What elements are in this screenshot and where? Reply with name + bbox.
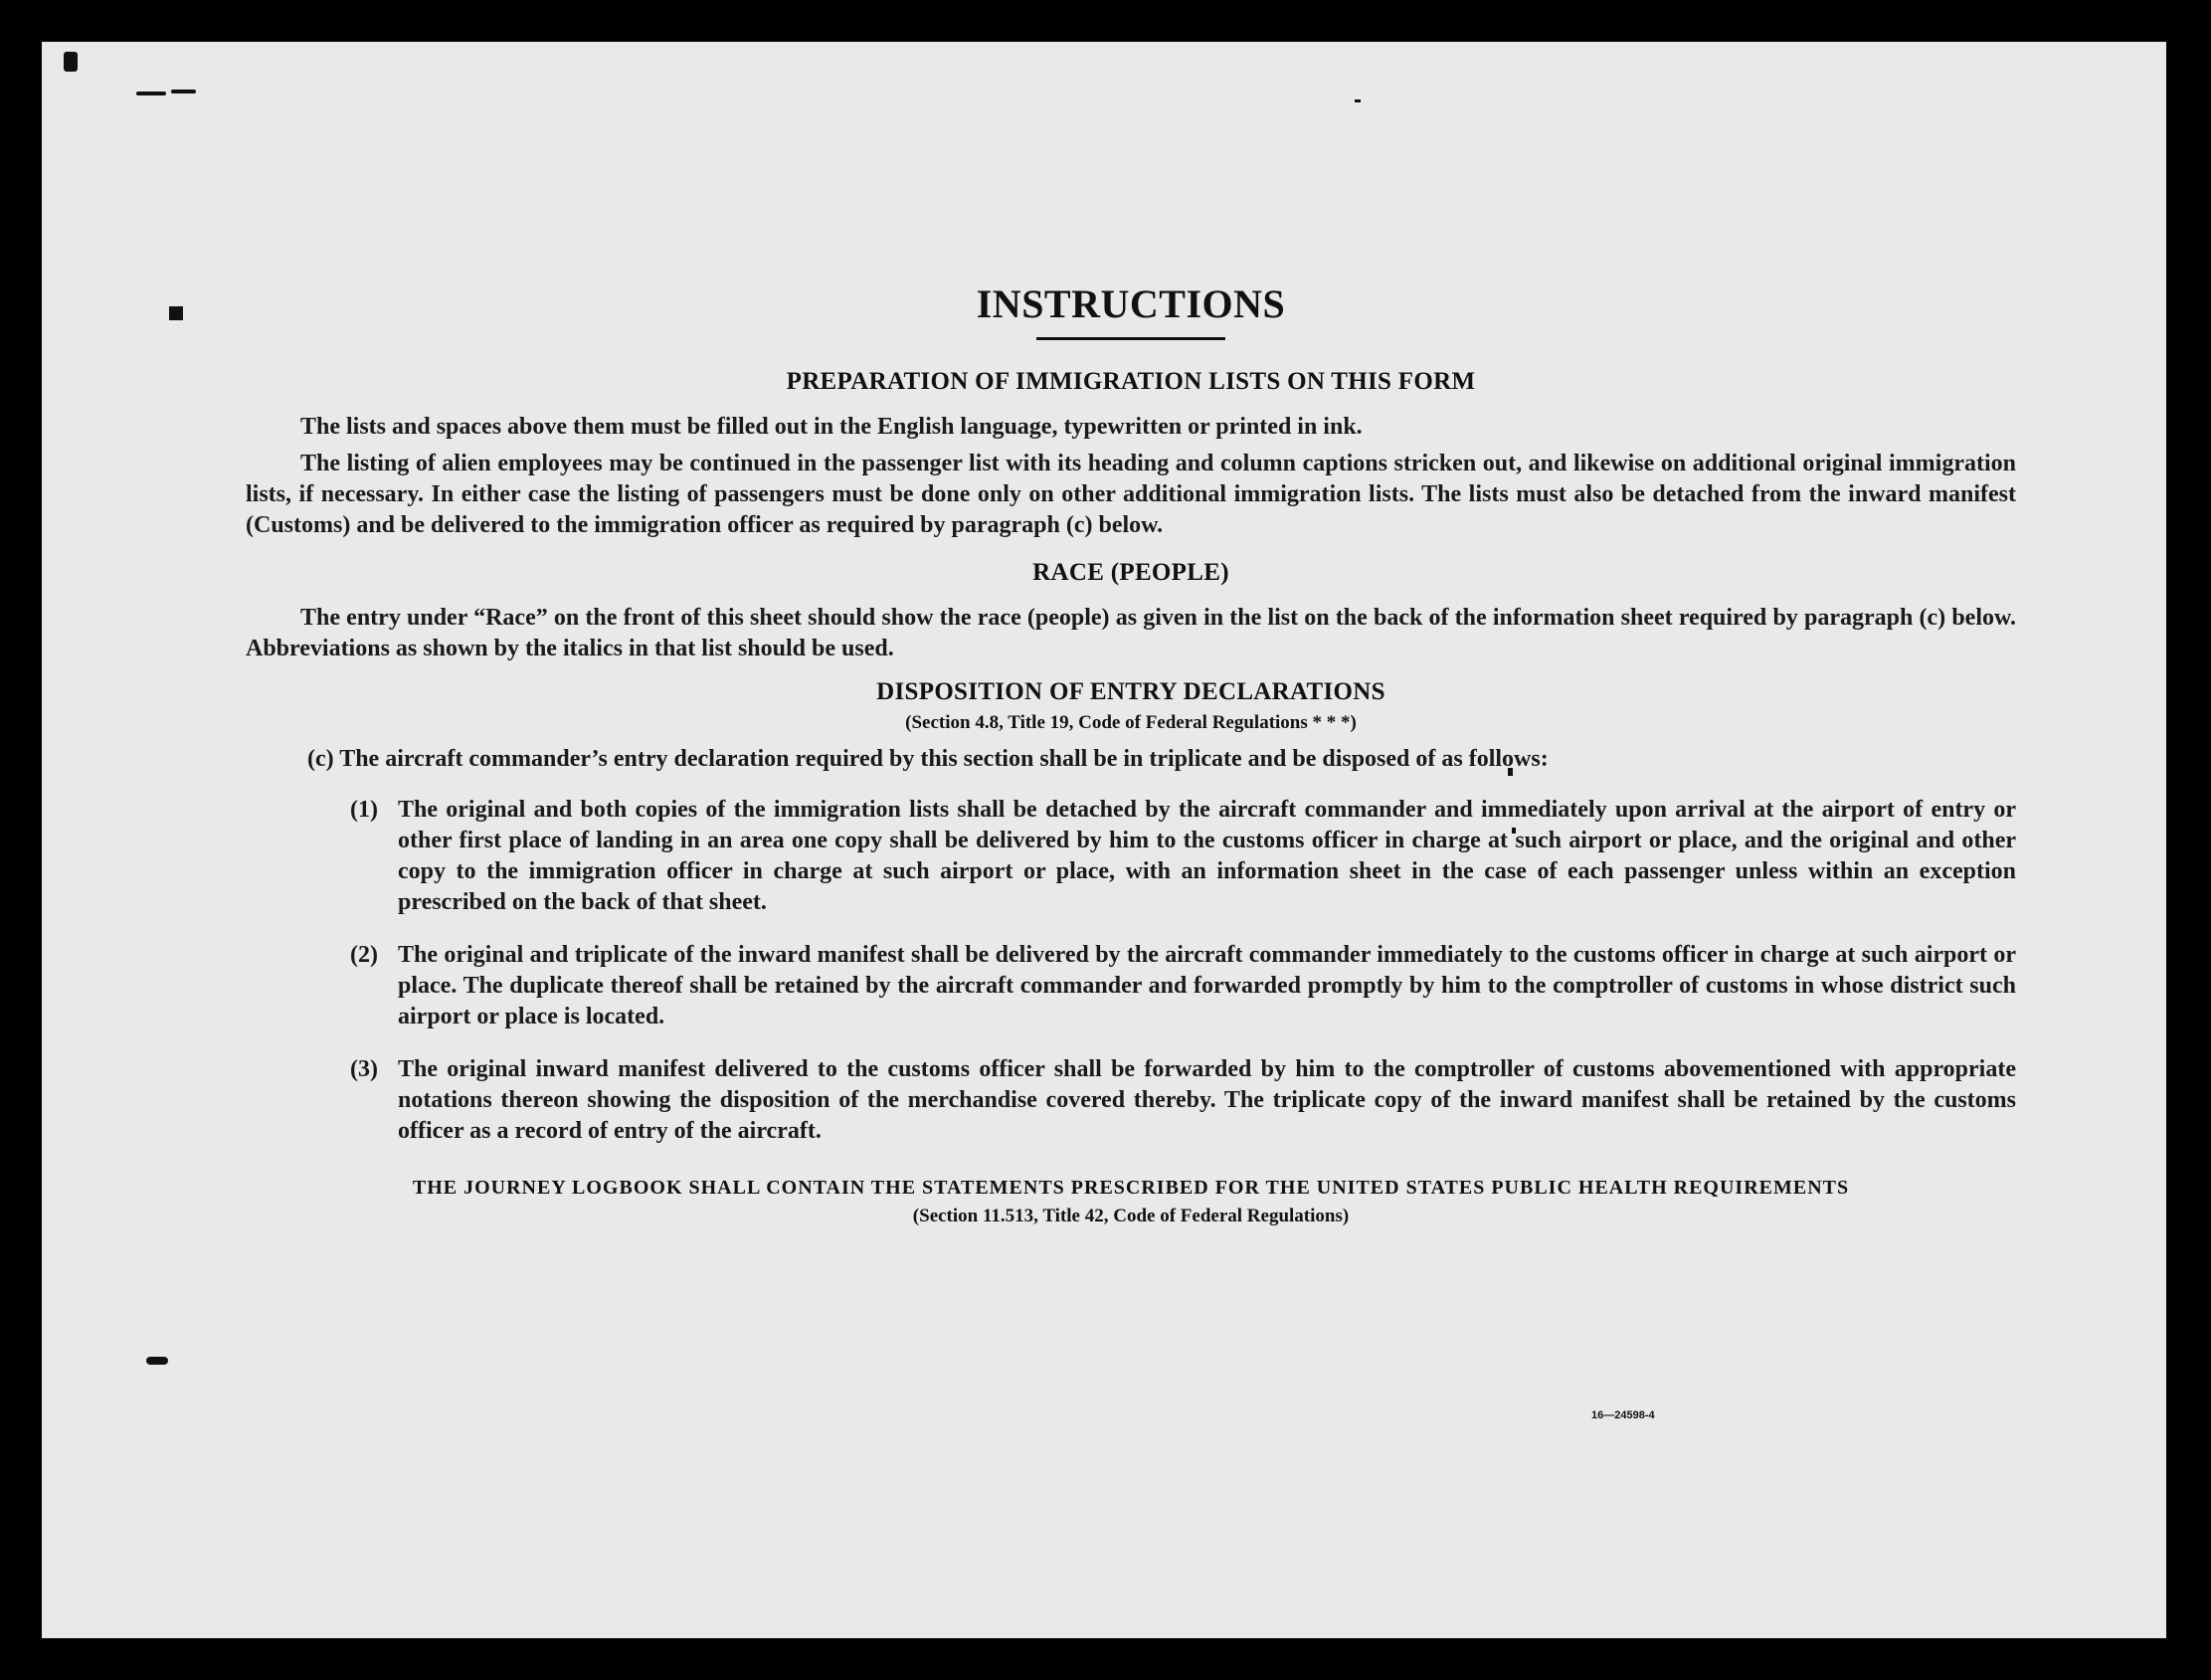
list-item-number: (3): [350, 1056, 378, 1082]
footer-citation: (Section 11.513, Title 42, Code of Federal Regulations): [912, 1206, 1350, 1226]
list-item-number: (2): [350, 942, 378, 968]
paragraph: The lists and spaces above them must be filled out in the English language, typewritten or printed in ink.: [300, 414, 1363, 440]
list-item-number: (1): [350, 797, 378, 823]
list-item: [246, 940, 2016, 1032]
paragraph-c-intro: (c) The aircraft commander’s entry declaration required by this section shall be in triplicate and be disposed of as follows:: [307, 746, 1549, 772]
scan-mark: [171, 90, 196, 93]
list-item-text: The original inward manifest delivered to the customs officer shall be forwarded by him to the comptroller of customs abovementioned with appropriate notations thereon showing the disposition of the merchandise covered thereby. The triplicate copy of the inward manifest shall be retained by the customs officer as a record of entry of the aircraft.: [398, 1056, 2016, 1144]
list-item: [246, 1054, 2016, 1147]
list-item: [246, 795, 2016, 918]
scan-mark: [64, 52, 78, 72]
form-number: 16—24598-4: [1591, 1409, 1655, 1421]
section-heading-disposition: DISPOSITION OF ENTRY DECLARATIONS: [876, 678, 1385, 705]
page-title: INSTRUCTIONS: [976, 281, 1286, 326]
paragraph: The entry under “Race” on the front of this sheet should show the race (people) as given in the list on the back of the information sheet required by paragraph (c) below. Abbreviations as shown by the italics in that list should be used.: [246, 605, 2016, 661]
list-item-text: The original and triplicate of the inward manifest shall be delivered by the aircraft commander immediately to the customs officer in charge at such airport or place. The duplicate thereof shall be retained by the aircraft commander and forwarded promptly by him to the comptroller of customs in whose district such airport or place is located.: [398, 942, 2016, 1029]
section-heading-race: RACE (PEOPLE): [1032, 559, 1229, 586]
title-rule: [1036, 337, 1225, 340]
document-sheet: [42, 42, 2166, 1638]
scan-mark: [136, 92, 166, 95]
section-heading-preparation: PREPARATION OF IMMIGRATION LISTS ON THIS FORM: [786, 368, 1476, 395]
section-citation: (Section 4.8, Title 19, Code of Federal Regulations * * *): [905, 712, 1357, 733]
instructions-content: [246, 280, 2016, 1227]
scan-mark: [1355, 99, 1361, 102]
footer-statement: THE JOURNEY LOGBOOK SHALL CONTAIN THE STATEMENTS PRESCRIBED FOR THE UNITED STATES PUBLIC HEALTH REQUIREMENTS: [412, 1177, 1850, 1199]
scan-mark: [169, 306, 183, 320]
scan-mark: [146, 1357, 168, 1365]
list-item-text: The original and both copies of the immigration lists shall be detached by the aircraft commander and immediately upon arrival at the airport of entry or other first place of landing in an area one copy shall be delivered by him to the customs officer in charge at such airport or place, and the original and other copy to the immigration officer in charge at such airport or place, with an information sheet in the case of each passenger unless within an exception prescribed on the back of that sheet.: [398, 797, 2016, 915]
paragraph: The listing of alien employees may be continued in the passenger list with its heading and column captions stricken out, and likewise on additional original immigration lists, if necessary. In either case the listing of passengers must be done only on other additional immigration lists. The lists must also be detached from the inward manifest (Customs) and be delivered to the immigration officer as required by paragraph (c) below.: [246, 451, 2016, 538]
